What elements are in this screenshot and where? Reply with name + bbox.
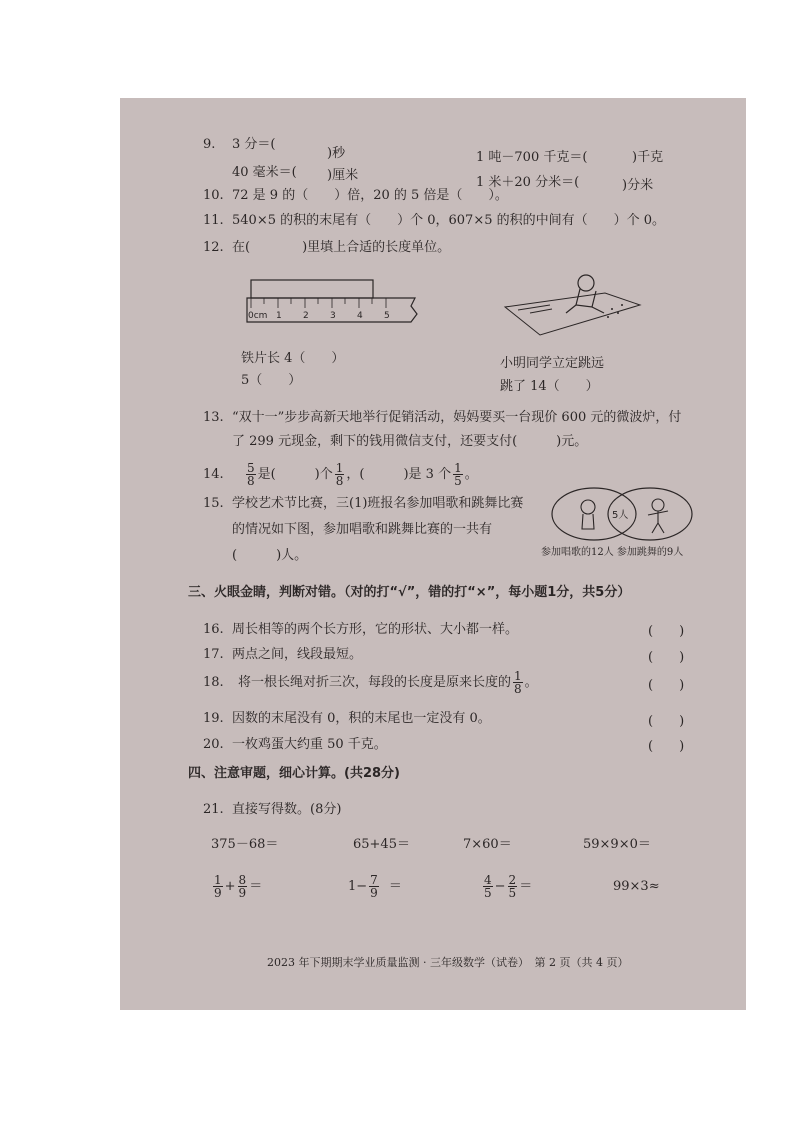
calc-8: 99×3≈ [613, 879, 660, 894]
q12-right-b: 跳了 14（ ） [500, 379, 599, 394]
long-jump-illustration [500, 265, 645, 340]
q13-line2: 了 299 元现金，剩下的钱用微信支付，还要支付( )元。 [232, 434, 588, 449]
q14-fraction-1-8: $\frac{1}{8}$ [335, 461, 344, 488]
q14-text-3: 。 [464, 467, 478, 482]
q9-d-unit: )分米 [622, 178, 654, 193]
q15-number: 15. [203, 496, 224, 511]
calc-5: $\frac{1}{9}$ + $\frac{8}{9}$ ＝ [214, 873, 263, 900]
page-footer: 2023 年下期期末学业质量监测 · 三年级数学（试卷） 第 2 页（共 4 页） [267, 956, 629, 969]
q20-text: 一枚鸡蛋大约重 50 千克。 [232, 737, 387, 752]
q9-b-text: 40 毫米＝( [232, 165, 297, 180]
q9-a-unit: )秒 [327, 146, 346, 161]
q15-line2: 的情况如下图，参加唱歌和跳舞比赛的一共有 [232, 522, 493, 537]
q18-number: 18. [203, 675, 224, 690]
q14-line [203, 461, 478, 489]
q12-right-a: 小明同学立定跳远 [500, 356, 605, 371]
calc-1: 375－68＝ [211, 837, 279, 852]
q18-line: 18. 将一根长绳对折三次，每段的长度是原来长度的 $\frac{1}{8}$ 。 [203, 669, 538, 696]
q12-text: 在( )里填上合适的长度单位。 [232, 240, 451, 255]
q18-answer-paren[interactable]: ( ) [648, 678, 685, 693]
ruler-tick-2: 2 [303, 311, 309, 321]
q17-text: 两点之间，线段最短。 [232, 647, 363, 662]
calc-7: $\frac{4}{5}$ − $\frac{2}{5}$ ＝ [484, 873, 533, 900]
ruler-tick-4: 4 [357, 311, 363, 321]
q10-number: 10. [203, 188, 224, 203]
q14-number: 14. [203, 467, 224, 482]
q15-line3: ( )人。 [232, 548, 308, 563]
section4-title: 四、注意审题，细心计算。(共28分) [188, 766, 400, 781]
q13-number: 13. [203, 410, 224, 425]
venn-caption: 参加唱歌的12人 参加跳舞的9人 [541, 547, 684, 558]
q19-text: 因数的末尾没有 0，积的末尾也一定没有 0。 [232, 711, 491, 726]
ruler-tick-5: 5 [384, 311, 390, 321]
ruler-tick-3: 3 [330, 311, 336, 321]
q21-number: 21. [203, 802, 224, 817]
q12-number: 12. [203, 240, 224, 255]
q9-b-unit: )厘米 [327, 168, 359, 183]
dancer-icon [652, 499, 664, 511]
q18-fraction-1-8: $\frac{1}{8}$ [513, 669, 522, 696]
q11-text: 540×5 的积的末尾有（ ）个 0，607×5 的积的中间有（ ）个 0。 [232, 213, 666, 228]
q10-text: 72 是 9 的（ ）倍，20 的 5 倍是（ ）。 [232, 188, 508, 203]
section3-title: 三、火眼金睛，判断对错。（对的打“√”，错的打“×”，每小题1分，共5分） [188, 585, 631, 600]
venn-overlap-label: 5人 [612, 510, 629, 521]
q17-answer-paren[interactable]: ( ) [648, 650, 685, 665]
q9-c-text: 1 吨－700 千克＝( [476, 150, 588, 165]
q20-number: 20. [203, 737, 224, 752]
venn-diagram [546, 485, 696, 543]
q17-number: 17. [203, 647, 224, 662]
q9-d-text: 1 米＋20 分米＝( [476, 175, 580, 190]
q14-text-1: 是( )个 [257, 467, 333, 482]
q14-fraction-5-8: $\frac{5}{8}$ [246, 461, 255, 488]
q14-text-2: ，( )是 3 个 [346, 467, 452, 482]
q19-answer-paren[interactable]: ( ) [648, 714, 685, 729]
calc-6: 1− $\frac{7}{9}$ ＝ [348, 873, 402, 900]
q16-number: 16. [203, 622, 224, 637]
q19-number: 19. [203, 711, 224, 726]
q16-answer-paren[interactable]: ( ) [648, 624, 685, 639]
q21-text: 直接写得数。(8分) [232, 802, 342, 817]
q9-number: 9. [203, 137, 216, 152]
q13-line1: “双十一”步步高新天地举行促销活动，妈妈要买一台现价 600 元的微波炉，付 [232, 410, 682, 425]
q20-answer-paren[interactable]: ( ) [648, 739, 685, 754]
ruler-zero-label: 0cm [248, 311, 268, 321]
q9-c-unit: )千克 [632, 150, 664, 165]
q16-text: 周长相等的两个长方形，它的形状、大小都一样。 [232, 622, 519, 637]
q11-number: 11. [203, 213, 224, 228]
q12-left-a: 铁片长 4（ ） [241, 351, 345, 366]
boy-head-icon [578, 275, 594, 291]
ruler-tick-1: 1 [276, 311, 282, 321]
calc-3: 7×60＝ [463, 837, 512, 852]
q9-a-text: 3 分＝( [232, 137, 276, 152]
calc-2: 65+45＝ [353, 837, 410, 852]
q14-fraction-1-5: $\frac{1}{5}$ [454, 461, 462, 488]
calc-4: 59×9×0＝ [583, 837, 651, 852]
iron-sheet [251, 280, 373, 298]
singer-icon [581, 500, 595, 514]
ruler-diagram [243, 276, 423, 331]
q15-line1: 学校艺术节比赛，三(1)班报名参加唱歌和跳舞比赛 [232, 496, 524, 511]
q18-text: 将一根长绳对折三次，每段的长度是原来长度的 [237, 675, 511, 690]
q12-left-b: 5（ ） [241, 373, 302, 388]
